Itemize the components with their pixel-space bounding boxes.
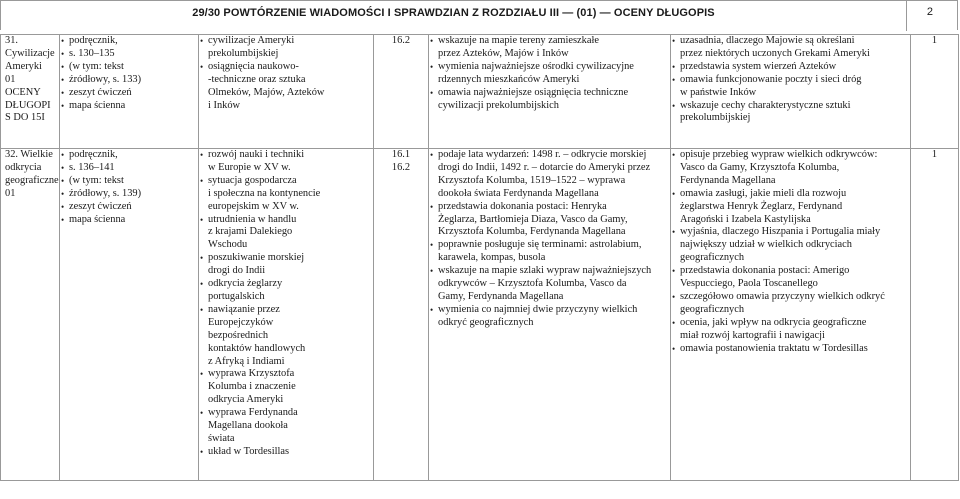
list-item-line: odkrywców – Krzysztofa Kolumba, Vasco da [438,278,627,290]
list-item [199,368,373,407]
list-item [199,35,373,61]
list-item-line: • wskazuje cechy charakterystyczne sztuki [680,99,851,111]
list-item-line: drogi do Indii, 1492 r. – dotarcie do Ameryki przez [438,161,651,173]
list-item-line: Ferdynanda Magellana [680,174,776,186]
list-item-line: Krzysztofa Kolumba, Ferdynanda Magellana [438,226,626,238]
list-item [429,239,670,265]
list-item-line: portugalskich [208,290,265,302]
list-item-line: • cywilizacje Ameryki [208,35,295,46]
header-divider [906,1,907,31]
list-item [429,201,670,240]
text-line: S DO 15I [5,112,45,124]
list-item-line: Magellana dookoła [208,420,288,432]
list-item [671,226,910,265]
list-item-line: • wymienia najważniejsze ośrodki cywilizacyjne [438,60,634,72]
text-line: 01 [5,73,16,85]
topic-cell [1,35,60,149]
list-item [199,446,373,459]
text-line: 01 [5,187,16,199]
list-item-line: Vasco da Gamy, Krzysztofa Kolumba, [680,161,840,173]
content-cell [199,149,374,481]
list-item: • (w tym: tekst [60,61,198,74]
list-item-line: • opisuje przebieg wypraw wielkich odkrywców: [680,149,878,160]
list-item-line: • utrudnienia w handlu [208,213,297,225]
list-item-line: • omawia postanowienia traktatu w Tordesillas [680,342,868,354]
list-item-line: Olmeków, Majów, Azteków [208,86,325,98]
list-item: • zeszyt ćwiczeń [60,201,198,214]
list-item [671,100,910,126]
list-item-line: • wskazuje na mapie szlaki wypraw najważniejszych [438,265,652,277]
list-item-line: żeglarstwa Henryk Żeglarz, Ferdynand [680,200,843,212]
table-row [1,35,959,149]
list-item-line: • odkrycia żeglarzy [208,278,283,290]
list-item: • źródłowy, s. 133) [60,74,198,87]
basic-requirements-cell [429,35,671,149]
list-item-line: • ocenia, jaki wpływ na odkrycia geograficzne [680,316,867,328]
content-cell [199,35,374,149]
list-item-line: • nawiązanie przez [208,303,280,315]
list-item-line: • przedstawia system wierzeń Azteków [680,60,837,72]
list-item-line: i społeczna na kontynencie [208,187,321,199]
list-item-line: z krajami Dalekiego [208,226,293,238]
list-item-line: • poszukiwanie morskiej [208,252,305,264]
extended-requirements-cell [671,35,911,149]
text-line: 32. Wielkie [5,149,53,160]
list-item [199,278,373,304]
list-item-line: • układ w Tordesillas [208,445,290,457]
list-item-line: • omawia funkcjonowanie poczty i sieci dróg [680,73,862,85]
list-item [429,304,670,330]
list-item [199,304,373,369]
list-item-line: • szczegółowo omawia przyczyny wielkich odkryć [680,290,885,302]
list-item: • mapa ścienna [60,100,198,113]
list-item-line: • wyprawa Ferdynanda [208,407,298,419]
list-item-line: cywilizacji prekolumbijskich [438,99,559,111]
list-item-line: • podaje lata wydarzeń: 1498 r. – odkrycie morskiej [438,149,647,160]
text-line: 16.2 [391,35,411,46]
list-item-line: • omawia najważniejsze osiągnięcia techniczne [438,86,629,98]
list-item [429,35,670,61]
list-item [429,149,670,201]
materials-cell [60,35,199,149]
list-item [199,407,373,446]
list-item-line: miał rozwój kartografii i nawigacji [680,329,825,341]
list-item-line: dookoła świata Ferdynanda Magellana [438,187,599,199]
list-item-line: • wyjaśnia, dlaczego Hiszpania i Portugalia miały [680,226,881,238]
list-item-line: Kolumba i znaczenie [208,381,296,393]
text-line: Ameryki [5,60,42,72]
list-item: • zeszyt ćwiczeń [60,87,198,100]
list-item [429,87,670,113]
list-item-line: Gamy, Ferdynanda Magellana [438,290,564,302]
list-item-line: Wschodu [208,239,248,251]
list-item [671,291,910,317]
list-item: • mapa ścienna [60,214,198,227]
page-number: 2 [926,6,933,18]
list-item: • (w tym: tekst [60,175,198,188]
list-item-line: w państwie Inków [680,86,757,98]
list-item-line: i Inków [208,99,241,111]
list-item [199,214,373,253]
list-item-line: prekolumbijskiej [680,112,751,124]
list-item-line: rdzennych mieszkańców Ameryki [438,73,580,85]
text-line: geograficzne [5,174,59,186]
list-item: • s. 136–141 [60,162,198,175]
list-item-line: kontaktów handlowych [208,342,306,354]
list-item-line: Vespucciego, Paola Toscanellego [680,278,818,290]
list-item-line: • poprawnie posługuje się terminami: astrolabium, [438,239,642,251]
list-item [671,61,910,74]
list-item-line: • wskazuje na mapie tereny zamieszkałe [438,35,599,46]
list-item [671,317,910,343]
text-line: odkrycia [5,161,42,173]
list-item [671,149,910,188]
list-item-line: odkryć geograficznych [438,316,534,328]
list-item [671,343,910,356]
basic-requirements-cell [429,149,671,481]
list-item-line: Krzysztofa Kolumba, 1519–1522 – wyprawa [438,174,626,186]
list-item: • podręcznik, [60,35,198,48]
list-item-line: odkrycia Ameryki [208,394,284,406]
list-item [671,265,910,291]
list-item [199,61,373,113]
list-item-line: • wymienia co najmniej dwie przyczyny wielkich [438,303,638,315]
list-item-line: • uzasadnia, dlaczego Majowie są określani [680,35,855,46]
text-line: 16.1 [391,149,411,160]
list-item [671,188,910,227]
list-item-line: bezpośrednich [208,329,269,341]
page-title: 29/30 POWTÓRZENIE WIADOMOŚCI I SPRAWDZIAN Z ROZDZIAŁU III — (01) — OCENY DŁUGOPIS [192,7,715,19]
list-item-line: Żeglarza, Bartłomieja Diaza, Vasco da Gamy, [438,213,628,225]
list-item-line: geograficznych [680,252,745,264]
list-item [671,74,910,100]
materials-cell [60,149,199,481]
text-line: DŁUGOPI [5,99,51,111]
list-item: • podręcznik, [60,149,198,162]
list-item-line: Aragoński i Izabela Kastylijska [680,213,811,225]
text-line: OCENY [5,86,41,98]
curriculum-cell [374,35,429,149]
list-item-line: drogi do Indii [208,265,266,277]
list-item-line: z Afryką i Indiami [208,355,285,367]
list-item-line: świata [208,432,235,444]
list-item [199,252,373,278]
list-item-line: geograficznych [680,303,745,315]
list-item [429,265,670,304]
list-item-line: • przedstawia dokonania postaci: Henryka [438,200,607,212]
list-item-line: • osiągnięcia naukowo- [208,60,299,72]
list-item-line: • rozwój nauki i techniki [208,149,305,160]
page-header [0,0,958,30]
list-item-line: karawela, kompas, busola [438,252,546,264]
list-item [199,175,373,214]
list-item-line: • omawia zasługi, jakie mieli dla rozwoju [680,187,847,199]
table-row [1,149,959,481]
list-item-line: przez Azteków, Majów i Inków [438,47,569,59]
text-line: 31. Cywilizacje [5,35,55,59]
lesson-plan-table [0,34,959,481]
list-item-line: przez niektórych uczonych Grekami Ameryki [680,47,870,59]
curriculum-cell [374,149,429,481]
list-item-line: Europejczyków [208,316,274,328]
text-line: 16.2 [391,161,411,173]
list-item [429,61,670,87]
list-item: • źródłowy, s. 139) [60,188,198,201]
list-item-line: • przedstawia dokonania postaci: Amerigo [680,265,850,277]
list-item-line: -techniczne oraz sztuka [208,73,306,85]
extended-requirements-cell [671,149,911,481]
topic-cell [1,149,60,481]
list-item [671,35,910,61]
list-item-line: • wyprawa Krzysztofa [208,368,295,380]
list-item-line: największy udział w wielkich odkryciach [680,239,852,251]
hours-cell: 1 [911,35,959,149]
list-item-line: europejskim w XV w. [208,200,299,212]
hours-cell: 1 [911,149,959,481]
list-item-line: w Europie w XV w. [208,161,291,173]
list-item-line: • sytuacja gospodarcza [208,174,297,186]
list-item [199,149,373,175]
list-item-line: prekolumbijskiej [208,47,279,59]
list-item: • s. 130–135 [60,48,198,61]
